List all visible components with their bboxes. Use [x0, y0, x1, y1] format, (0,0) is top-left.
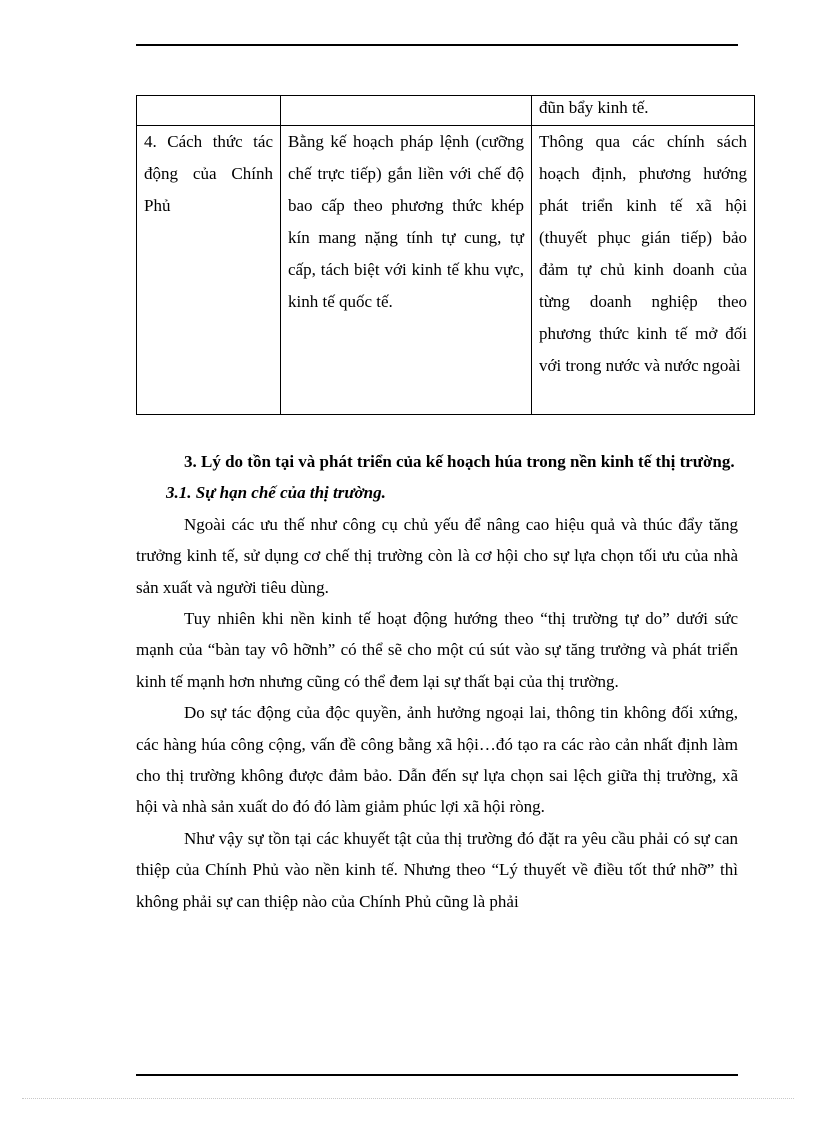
table-cell: đũn bẩy kinh tế.: [532, 96, 755, 126]
section-heading: 3. Lý do tồn tại và phát triển của kế hoạch húa trong nền kinh tế thị trường.: [184, 452, 735, 471]
comparison-table: [136, 95, 755, 415]
footer-rule: [136, 1074, 738, 1076]
page-edge-divider: [22, 1098, 794, 1099]
subsection-heading: 3.1. Sự hạn chế của thị trường.: [166, 483, 386, 503]
paragraph: Như vậy sự tồn tại các khuyết tật của thị trường đó đặt ra yêu cầu phải có sự can thiệp của Chính Phủ vào nền kinh tế. Nhưng theo “Lý thuyết về điều tốt thứ nhỡ” thì không phải sự can thiệp nào của Chính Phủ cũng là phải: [136, 828, 738, 911]
paragraph: Do sự tác động của độc quyền, ảnh hưởng ngoại lai, thông tin không đối xứng, các hàng húa công cộng, vấn đề công bằng xã hội…đó tạo ra các rào cản nhất định làm cho thị trường không được đảm bảo. Dẫn đến sự lựa chọn sai lệch giữa thị trường, xã hội và nhà sản xuất do đó đó làm giảm phúc lợi xã hội ròng.: [136, 703, 738, 817]
table-cell-planned-economy: Bằng kế hoạch pháp lệnh (cưỡng chế trực tiếp) gắn liền với chế độ bao cấp theo phương thức khép kín mang nặng tính tự cung, tự cấp, tách biệt với kinh tế khu vực, kinh tế quốc tế.: [281, 126, 532, 415]
table-cell-market-economy: Thông qua các chính sách hoạch định, phương hướng phát triển kinh tế xã hội (thuyết phục gián tiếp) bảo đảm tự chủ kinh doanh của từng doanh nghiệp theo phương thức kinh tế mở đối với trong nước và nước ngoài: [532, 126, 755, 415]
table-cell: [281, 96, 532, 126]
table-cell: [137, 96, 281, 126]
body-text: [136, 446, 738, 917]
table-cell-criterion: 4. Cách thức tác động của Chính Phủ: [137, 126, 281, 415]
table-row: [137, 126, 755, 415]
header-rule: [136, 44, 738, 46]
paragraph: Ngoài các ưu thế như công cụ chủ yếu để nâng cao hiệu quả và thúc đẩy tăng trưởng kinh tế, sử dụng cơ chế thị trường còn là cơ hội cho sự lựa chọn tối ưu của nhà sản xuất và người tiêu dùng.: [136, 514, 738, 597]
paragraph: Tuy nhiên khi nền kinh tế hoạt động hướng theo “thị trường tự do” dưới sức mạnh của “bàn tay vô hỡnh” có thể sẽ cho một cú sút vào sự tăng trưởng và phát triển kinh tế mạnh hơn nhưng cũng có thể đem lại sự thất bại của thị trường.: [136, 609, 738, 691]
table-row: [137, 96, 755, 126]
